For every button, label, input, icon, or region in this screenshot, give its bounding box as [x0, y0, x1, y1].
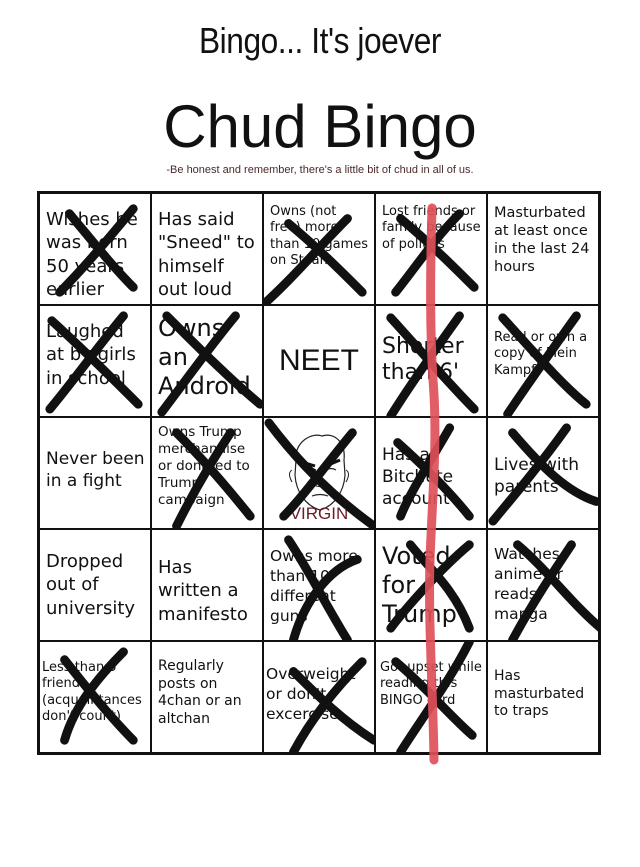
bingo-cell[interactable] — [375, 193, 487, 305]
cell-text: Lives with parents — [494, 455, 580, 498]
cell-text: VIRGIN — [289, 503, 349, 523]
cell-text: Has written a manifesto — [158, 557, 248, 625]
cell-text: Laughed at by girls in school — [46, 321, 136, 389]
cell-text: Dropped out of university — [46, 551, 136, 619]
cell-text: Watches anime or reads manga — [494, 545, 564, 624]
cell-text: Owns an Android — [158, 314, 251, 400]
bingo-cell[interactable] — [375, 641, 487, 753]
cell-text: Masturbated at least once in the last 24 hours — [494, 205, 590, 276]
bingo-cell[interactable] — [487, 641, 599, 753]
page-title: Chud Bingo — [163, 93, 477, 160]
bingo-cell[interactable] — [375, 417, 487, 529]
cell-text: Voted for Trump — [382, 542, 457, 628]
cell-text: NEET — [278, 344, 359, 378]
bingo-cell-free[interactable] — [263, 305, 375, 417]
cell-text: Wishes he was born 50 years earlier — [46, 209, 138, 301]
tagline: -Be honest and remember, there's a little bit of chud in all of us. — [166, 164, 474, 176]
bingo-cell-virgin[interactable] — [263, 417, 375, 529]
bingo-cell[interactable] — [263, 193, 375, 305]
virgin-face-drawing-icon — [282, 430, 356, 514]
cell-text: Shorter than 6' — [382, 334, 464, 386]
cell-text: Never been in a fight — [46, 449, 145, 492]
bingo-cell[interactable] — [263, 529, 375, 641]
bingo-cell[interactable] — [39, 529, 151, 641]
bingo-cell[interactable] — [151, 193, 263, 305]
bingo-cell[interactable] — [39, 417, 151, 529]
bingo-cell[interactable] — [39, 641, 151, 753]
bingo-grid — [37, 191, 601, 755]
bingo-cell[interactable] — [151, 417, 263, 529]
bingo-cell[interactable] — [375, 305, 487, 417]
cell-text: Owns (not free) more than 10 games on Steam — [270, 204, 369, 268]
cell-text: Overweight or don't excercise — [266, 665, 356, 724]
bingo-cell[interactable] — [487, 193, 599, 305]
bingo-cell[interactable] — [39, 193, 151, 305]
bingo-cell[interactable] — [263, 641, 375, 753]
cell-text: Has masturbated to traps — [494, 668, 585, 719]
bingo-cell[interactable] — [487, 529, 599, 641]
bingo-cell[interactable] — [151, 641, 263, 753]
page-subtitle: Bingo... It's joever — [198, 20, 441, 61]
bingo-cell[interactable] — [487, 305, 599, 417]
cell-text: Owns Trump merchandise or donated to Trump campaign — [158, 424, 250, 508]
cell-text: Has a Bitchute account — [382, 445, 454, 510]
cell-text: Regularly posts on 4chan or an altchan — [158, 658, 242, 727]
bingo-cell[interactable] — [39, 305, 151, 417]
bingo-cell[interactable] — [487, 417, 599, 529]
cell-text: Less than 5 friends (acquaintances don't count) — [42, 660, 142, 724]
bingo-cell[interactable] — [375, 529, 487, 641]
cell-text: Got upset while reading this BINGO card — [380, 660, 482, 708]
cell-text: Owns more than 10 different guns — [270, 547, 358, 626]
cell-text: Has said "Sneed" to himself out loud — [158, 209, 255, 301]
cell-text: Lost friends or family because of politics — [382, 204, 481, 252]
bingo-cell[interactable] — [151, 529, 263, 641]
cell-text: Read or own a copy of Mein Kampf — [494, 330, 588, 378]
bingo-cell[interactable] — [151, 305, 263, 417]
